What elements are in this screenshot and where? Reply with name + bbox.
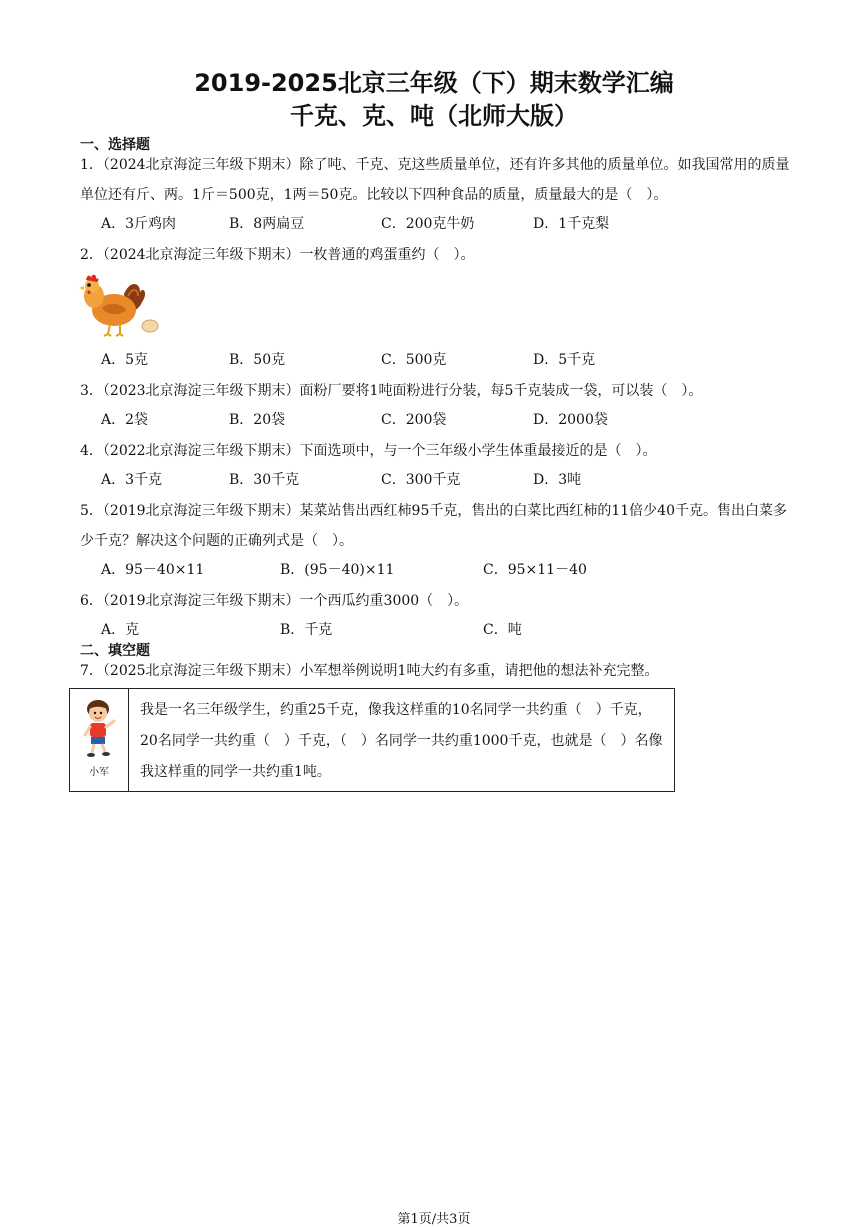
boy-avatar bbox=[80, 697, 118, 759]
q5-option-a: A．95－40×11 bbox=[101, 562, 205, 578]
q4-option-b: B．30千克 bbox=[229, 472, 300, 488]
avatar-name: 小军 bbox=[89, 767, 109, 778]
q4-option-c: C．300千克 bbox=[381, 472, 461, 488]
question-1: 1．（2024北京海淀三年级下期末）除了吨、千克、克这些质量单位，还有许多其他的质量单位。如我国常用的质量单位还有斤、两。1斤＝500克，1两＝50克。比较以下四种食品的质量，质量最大的是（ ）。 bbox=[80, 157, 790, 203]
q1-option-b: B．8两扁豆 bbox=[229, 216, 305, 232]
page-footer: 第1页/共3页 bbox=[397, 1212, 471, 1227]
q3-option-a: A．2袋 bbox=[101, 412, 149, 428]
section-heading-choice: 一、选择题 bbox=[80, 137, 150, 153]
q1-option-a: A．3斤鸡肉 bbox=[101, 216, 177, 232]
q6-option-c: C．吨 bbox=[483, 622, 522, 638]
title-line-1: 2019-2025北京三年级（下）期末数学汇编 bbox=[194, 69, 674, 97]
box-divider bbox=[128, 689, 129, 791]
q4-option-a: A．3千克 bbox=[101, 472, 163, 488]
avatar-cell bbox=[70, 689, 128, 791]
q1-option-d: D．1千克梨 bbox=[533, 216, 610, 232]
q2-option-d: D．5千克 bbox=[533, 352, 596, 368]
q2-option-a: A．5克 bbox=[101, 352, 149, 368]
q5-option-c: C．95×11－40 bbox=[483, 562, 587, 578]
section-heading-fill: 二、填空题 bbox=[80, 643, 150, 659]
q1-option-c: C．200克牛奶 bbox=[381, 216, 475, 232]
question-6: 6．（2019北京海淀三年级下期末）一个西瓜约重3000（ ）。 bbox=[80, 593, 469, 609]
question-7: 7．（2025北京海淀三年级下期末）小军想举例说明1吨大约有多重，请把他的想法补充完整。 bbox=[80, 663, 659, 679]
q4-option-d: D．3吨 bbox=[533, 472, 582, 488]
question-2: 2．（2024北京海淀三年级下期末）一枚普通的鸡蛋重约（ ）。 bbox=[80, 247, 475, 263]
speech-box bbox=[69, 688, 675, 792]
hen-and-egg-illustration bbox=[78, 272, 164, 338]
question-3: 3．（2023北京海淀三年级下期末）面粉厂要将1吨面粉进行分装，每5千克装成一袋，可以装（ ）。 bbox=[80, 383, 703, 399]
q3-option-b: B．20袋 bbox=[229, 412, 286, 428]
q2-option-c: C．500克 bbox=[381, 352, 447, 368]
question-5: 5．（2019北京海淀三年级下期末）某菜站售出西红柿95千克，售出的白菜比西红柿的11倍少40千克。售出白菜多少千克？解决这个问题的正确列式是（ ）。 bbox=[80, 503, 787, 549]
question-4: 4．（2022北京海淀三年级下期末）下面选项中，与一个三年级小学生体重最接近的是（ ）。 bbox=[80, 443, 657, 459]
q6-option-b: B．千克 bbox=[280, 622, 333, 638]
q3-option-d: D．2000袋 bbox=[533, 412, 608, 428]
q6-option-a: A．克 bbox=[101, 622, 140, 638]
speech-text: 我是一名三年级学生，约重25千克，像我这样重的10名同学一共约重（ ）千克，20名同学一共约重（ ）千克，（ ）名同学一共约重1000千克，也就是（ ）名像我这样重的同学一共约重1吨。 bbox=[140, 702, 663, 780]
q2-option-b: B．50克 bbox=[229, 352, 286, 368]
q3-option-c: C．200袋 bbox=[381, 412, 447, 428]
title-line-2: 千克、克、吨（北师大版） bbox=[290, 102, 578, 130]
q5-option-b: B．(95－40)×11 bbox=[280, 562, 395, 578]
